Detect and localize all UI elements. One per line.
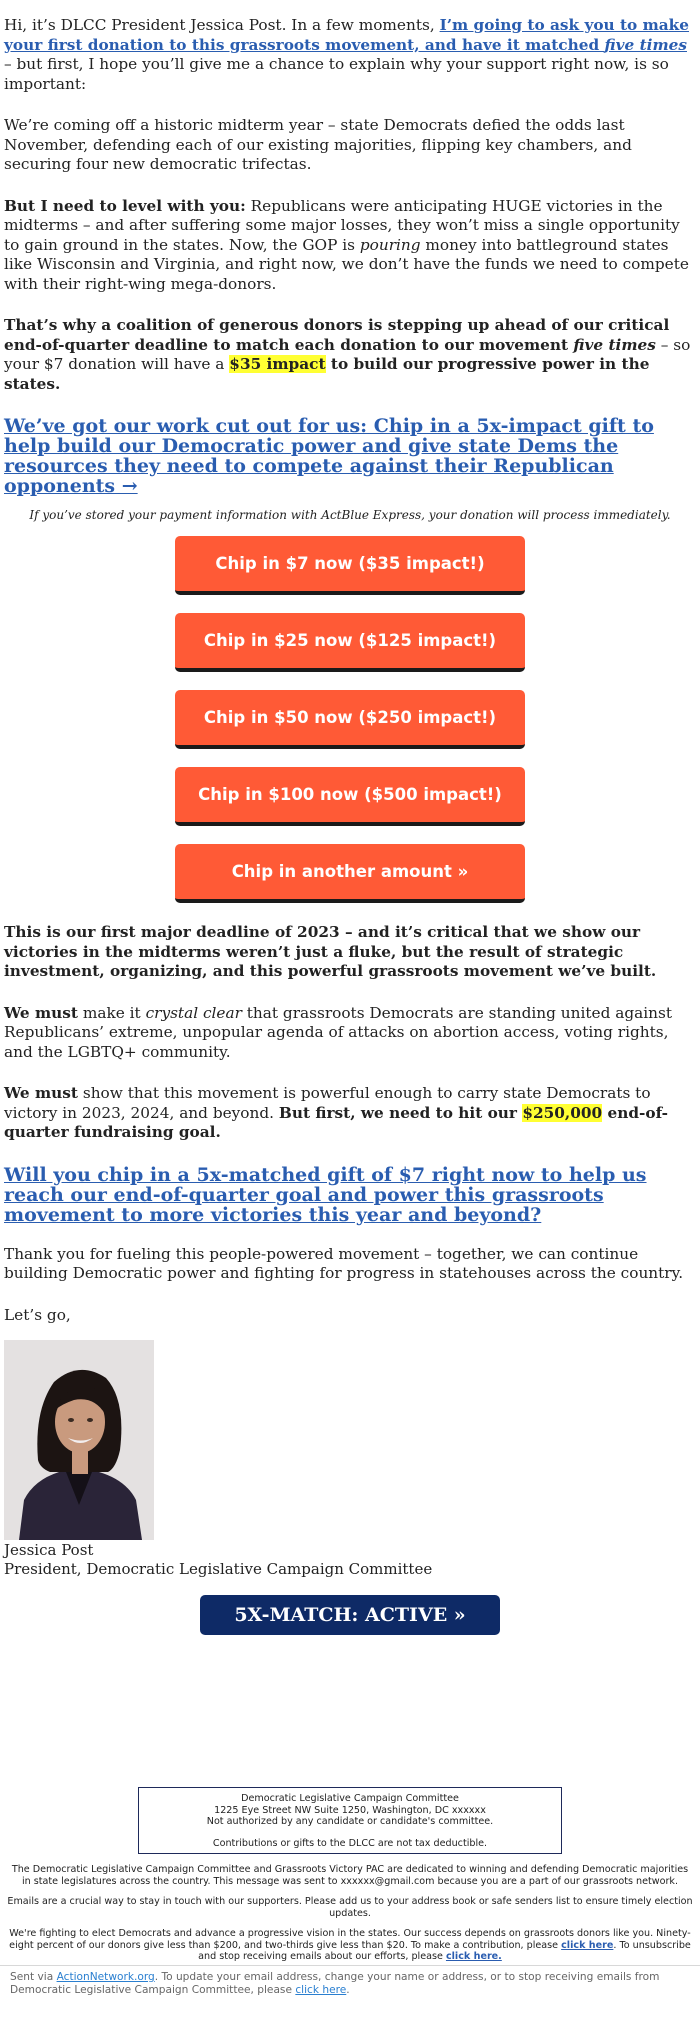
tax-note: Contributions or gifts to the DLCC are not tax deductible. bbox=[212, 1837, 488, 1849]
signature bbox=[4, 1541, 696, 1579]
jessica-post-photo bbox=[4, 1340, 154, 1540]
intro-text-end: – but first, I hope you’ll give me a chance to explain why your support right now, is so important: bbox=[4, 55, 669, 93]
address-box bbox=[138, 1787, 562, 1854]
authorization-note: Not authorized by any candidate or candidate's committee. bbox=[206, 1816, 494, 1827]
deadline-paragraph: This is our first major deadline of 2023 – and it’s critical that we show our victories in the midterms weren’t just a fluke, but the result of strategic investment, organizing, and this powerful grassroots movement we’ve built. bbox=[4, 923, 657, 980]
level-paragraph: But I need to level with you: Republicans were anticipating HUGE victories in the midterms – and after suffering some major losses, they won’t miss a single opportunity to gain ground in the states. Now, the GOP is pouring money into battleground states like Wisconsin and Virginia, and right now, we don’t have the funds we need to compete with their right-wing mega-donors. bbox=[4, 196, 689, 293]
update-preferences-link[interactable]: click here bbox=[295, 1984, 347, 1996]
signer-name: Jessica Post bbox=[4, 1541, 94, 1559]
united-paragraph: We must make it crystal clear that grassroots Democrats are standing united against Republicans’ extreme, unpopular agenda of attacks on abortion access, voting rights, and the LGBTQ+ community. bbox=[4, 1003, 673, 1061]
chip-in-5x-link[interactable]: We’ve got our work cut out for us: Chip in a 5x-impact gift to help build our Democratic power and give state Dems the resources they need to compete against their Republican opponents → bbox=[4, 415, 654, 497]
match-paragraph: That’s why a coalition of generous donors is stepping up ahead of our critical end-of-quarter deadline to match each donation to our movement five times – so your $7 donation will have a $35 impact to build our progressive power in the states. bbox=[4, 316, 691, 393]
actionnetwork-link[interactable]: ActionNetwork.org bbox=[56, 1971, 155, 1983]
first-donation-link[interactable]: I’m going to ask you to make your first donation to this grassroots movement, and have it matched five times bbox=[4, 16, 690, 54]
intro-paragraph bbox=[4, 16, 696, 94]
unsubscribe-link[interactable]: click here. bbox=[445, 1951, 502, 1962]
actblue-note: If you’ve stored your payment information with ActBlue Express, your donation will process immediately. bbox=[29, 508, 671, 522]
footer bbox=[0, 1787, 700, 1972]
chip-in-50-button[interactable]: Chip in $50 now ($250 impact!) bbox=[175, 690, 525, 749]
chip-in-other-amount-button[interactable]: Chip in another amount » bbox=[175, 844, 525, 903]
goal-paragraph: We must show that this movement is powerful enough to carry state Democrats to victory in 2023, 2024, and beyond. But first, we need to hit our $250,000 end-of-quarter fundraising goal. bbox=[4, 1084, 668, 1141]
contribute-link[interactable]: click here bbox=[561, 1939, 614, 1951]
org-address: 1225 Eye Street NW Suite 1250, Washington, DC xxxxxx bbox=[214, 1804, 486, 1816]
org-name: Democratic Legislative Campaign Committee bbox=[241, 1793, 459, 1804]
footer-mission: The Democratic Legislative Campaign Committee and Grassroots Victory PAC are dedicated to winning and defending Democratic majorities in state legislatures across the country. This message was sent to xxxxxx@gmail.com because you are a part of our grassroots network. bbox=[11, 1864, 689, 1887]
impact-highlight: $35 impact bbox=[229, 355, 326, 373]
chip-in-7-button[interactable]: Chip in $7 now ($35 impact!) bbox=[175, 536, 525, 595]
chip-in-7-link[interactable]: Will you chip in a 5x-matched gift of $7 right now to help us reach our end-of-quarter goal and power this grassroots movement to more victories this year and beyond? bbox=[4, 1163, 647, 1226]
footer-safe-senders: Emails are a crucial way to stay in touch with our supporters. Please add us to your address book or safe senders list to ensure timely election updates. bbox=[7, 1896, 693, 1919]
signer-title: President, Democratic Legislative Campaign Committee bbox=[4, 1560, 433, 1578]
midterm-paragraph: We’re coming off a historic midterm year – state Democrats defied the odds last November, defending each of our existing majorities, flipping key chambers, and securing four new democratic trifectas. bbox=[4, 116, 632, 173]
goal-highlight: $250,000 bbox=[522, 1103, 603, 1122]
donation-buttons bbox=[175, 536, 525, 903]
sent-via-bar: Sent via ActionNetwork.org. To update your email address, change your name or address, or to stop receiving emails from Democratic Legislative Campaign Committee, please click here. bbox=[0, 1965, 700, 1997]
portrait-image bbox=[4, 1340, 154, 1540]
chip-in-100-button[interactable]: Chip in $100 now ($500 impact!) bbox=[175, 767, 525, 826]
thank-you-paragraph: Thank you for fueling this people-powered movement – together, we can continue building Democratic power and fighting for progress in statehouses across the country. bbox=[4, 1244, 684, 1282]
chip-in-25-button[interactable]: Chip in $25 now ($125 impact!) bbox=[175, 613, 525, 672]
5x-match-active-button[interactable]: 5X-MATCH: ACTIVE » bbox=[200, 1595, 500, 1635]
footer-donors: We're fighting to elect Democrats and advance a progressive vision in the states. Our success depends on grassroots donors like you. Ninety-eight percent of our donors give less than $200, and two-thirds give less than $20. To make a contribution, please click here. To unsubscribe and stop receiving emails about our efforts, please click here. bbox=[9, 1928, 691, 1962]
intro-text: Hi, it’s DLCC President Jessica Post. In a few moments, bbox=[4, 16, 440, 34]
signoff: Let’s go, bbox=[4, 1305, 71, 1324]
